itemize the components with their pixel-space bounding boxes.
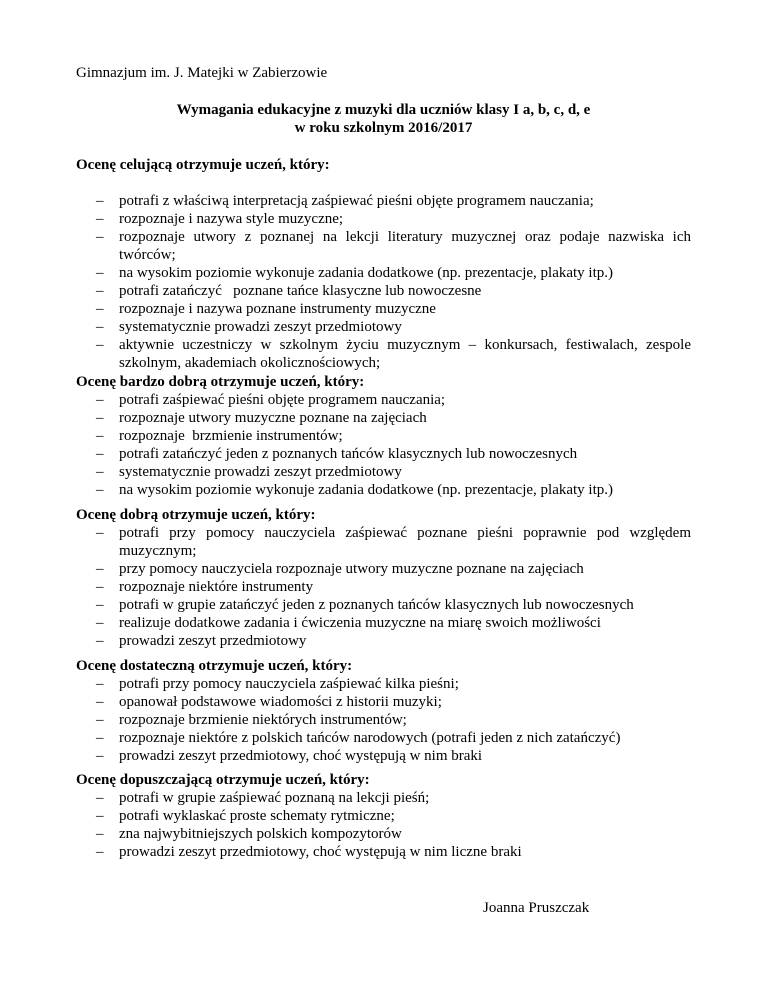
list-item [76, 282, 691, 300]
list-item [76, 228, 691, 264]
list-item [76, 560, 691, 578]
dash-bullet: – [96, 676, 104, 692]
list-item [76, 409, 691, 427]
dash-bullet: – [96, 826, 104, 842]
dash-bullet: – [96, 561, 104, 577]
dash-bullet: – [96, 597, 104, 613]
item-text: potrafi z właściwą interpretacją zaśpiewać pieśni objęte programem nauczania; [119, 193, 594, 209]
dash-bullet: – [96, 844, 104, 860]
dash-bullet: – [96, 446, 104, 462]
requirements-list [76, 789, 691, 861]
list-item [76, 729, 691, 747]
document-title [76, 101, 691, 137]
item-text: aktywnie uczestniczy w szkolnym życiu muzycznym – konkursach, festiwalach, zespole szkolnym, akademiach okolicznościowych; [119, 337, 691, 371]
item-text: potrafi przy pomocy nauczyciela zaśpiewać kilka pieśni; [119, 676, 459, 692]
item-text: na wysokim poziomie wykonuje zadania dodatkowe (np. prezentacje, plakaty itp.) [119, 482, 614, 498]
list-item [76, 192, 691, 210]
item-text: opanował podstawowe wiadomości z historii muzyki; [119, 694, 442, 710]
item-text: potrafi wyklaskać proste schematy rytmiczne; [119, 808, 395, 824]
item-text: rozpoznaje brzmienie instrumentów; [119, 428, 343, 444]
list-item [76, 675, 691, 693]
dash-bullet: – [96, 712, 104, 728]
list-item [76, 336, 691, 372]
item-text: rozpoznaje i nazywa style muzyczne; [119, 211, 344, 227]
title-line-2: w roku szkolnym 2016/2017 [294, 120, 473, 136]
dash-bullet: – [96, 319, 104, 335]
title-line-1: Wymagania edukacyjne z muzyki dla uczniów klasy I a, b, c, d, e [176, 102, 591, 118]
item-text: przy pomocy nauczyciela rozpoznaje utwory muzyczne poznane na zajęciach [119, 561, 584, 577]
item-text: systematycznie prowadzi zeszyt przedmiotowy [119, 319, 402, 335]
item-text: systematycznie prowadzi zeszyt przedmiotowy [119, 464, 402, 480]
grade-section-dobra [76, 506, 691, 650]
item-text: zna najwybitniejszych polskich kompozytorów [119, 826, 402, 842]
dash-bullet: – [96, 211, 104, 227]
list-item [76, 632, 691, 650]
list-item [76, 711, 691, 729]
item-text: prowadzi zeszyt przedmiotowy, choć występują w nim braki [119, 748, 483, 764]
grade-section-bardzo-dobra [76, 373, 691, 499]
item-text: rozpoznaje utwory z poznanej na lekcji literatury muzycznej oraz podaje nazwiska ich twórców; [119, 229, 691, 263]
list-item [76, 391, 691, 409]
requirements-list [76, 192, 691, 372]
dash-bullet: – [96, 694, 104, 710]
dash-bullet: – [96, 525, 104, 541]
list-item [76, 693, 691, 711]
grade-section-celujaca [76, 156, 691, 372]
school-name: Gimnazjum im. J. Matejki w Zabierzowie [76, 65, 328, 81]
item-text: rozpoznaje brzmienie niektórych instrumentów; [119, 712, 407, 728]
dash-bullet: – [96, 633, 104, 649]
dash-bullet: – [96, 730, 104, 746]
list-item [76, 427, 691, 445]
list-item [76, 807, 691, 825]
dash-bullet: – [96, 482, 104, 498]
item-text: potrafi zatańczyć jeden z poznanych tańców klasycznych lub nowoczesnych [119, 446, 578, 462]
dash-bullet: – [96, 301, 104, 317]
item-text: rozpoznaje utwory muzyczne poznane na zajęciach [119, 410, 427, 426]
dash-bullet: – [96, 410, 104, 426]
item-text: rozpoznaje i nazywa poznane instrumenty muzyczne [119, 301, 436, 317]
dash-bullet: – [96, 392, 104, 408]
item-text: rozpoznaje niektóre z polskich tańców narodowych (potrafi jeden z nich zatańczyć) [119, 730, 621, 746]
section-heading: Ocenę dobrą otrzymuje uczeń, który: [76, 507, 316, 523]
list-item [76, 578, 691, 596]
item-text: potrafi zaśpiewać pieśni objęte programem nauczania; [119, 392, 446, 408]
section-heading: Ocenę bardzo dobrą otrzymuje uczeń, który: [76, 374, 365, 390]
requirements-list [76, 675, 691, 765]
item-text: prowadzi zeszyt przedmiotowy [119, 633, 307, 649]
dash-bullet: – [96, 265, 104, 281]
list-item [76, 843, 691, 861]
item-text: rozpoznaje niektóre instrumenty [119, 579, 314, 595]
list-item [76, 524, 691, 560]
list-item [76, 789, 691, 807]
list-item [76, 747, 691, 765]
grade-section-dostateczna [76, 657, 691, 765]
list-item [76, 463, 691, 481]
item-text: realizuje dodatkowe zadania i ćwiczenia muzyczne na miarę swoich możliwości [119, 615, 601, 631]
requirements-list [76, 391, 691, 499]
item-text: potrafi w grupie zaśpiewać poznaną na lekcji pieśń; [119, 790, 430, 806]
dash-bullet: – [96, 337, 104, 353]
dash-bullet: – [96, 808, 104, 824]
list-item [76, 264, 691, 282]
list-item [76, 481, 691, 499]
dash-bullet: – [96, 615, 104, 631]
dash-bullet: – [96, 464, 104, 480]
requirements-list [76, 524, 691, 650]
dash-bullet: – [96, 579, 104, 595]
item-text: potrafi w grupie zatańczyć jeden z poznanych tańców klasycznych lub nowoczesnych [119, 597, 634, 613]
dash-bullet: – [96, 428, 104, 444]
item-text: na wysokim poziomie wykonuje zadania dodatkowe (np. prezentacje, plakaty itp.) [119, 265, 614, 281]
dash-bullet: – [96, 193, 104, 209]
section-heading: Ocenę celującą otrzymuje uczeń, który: [76, 157, 330, 173]
section-heading: Ocenę dostateczną otrzymuje uczeń, który: [76, 658, 353, 674]
list-item [76, 596, 691, 614]
list-item [76, 445, 691, 463]
dash-bullet: – [96, 229, 104, 245]
section-heading: Ocenę dopuszczającą otrzymuje uczeń, który: [76, 772, 370, 788]
item-text: prowadzi zeszyt przedmiotowy, choć występują w nim liczne braki [119, 844, 522, 860]
dash-bullet: – [96, 283, 104, 299]
signature: Joanna Pruszczak [483, 900, 590, 916]
item-text: potrafi przy pomocy nauczyciela zaśpiewać poznane pieśni poprawnie pod względem muzycznym; [119, 525, 691, 559]
list-item [76, 210, 691, 228]
list-item [76, 300, 691, 318]
dash-bullet: – [96, 748, 104, 764]
list-item [76, 614, 691, 632]
item-text: potrafi zatańczyć poznane tańce klasyczne lub nowoczesne [119, 283, 482, 299]
list-item [76, 825, 691, 843]
dash-bullet: – [96, 790, 104, 806]
grade-section-dopuszczajaca [76, 771, 691, 861]
list-item [76, 318, 691, 336]
